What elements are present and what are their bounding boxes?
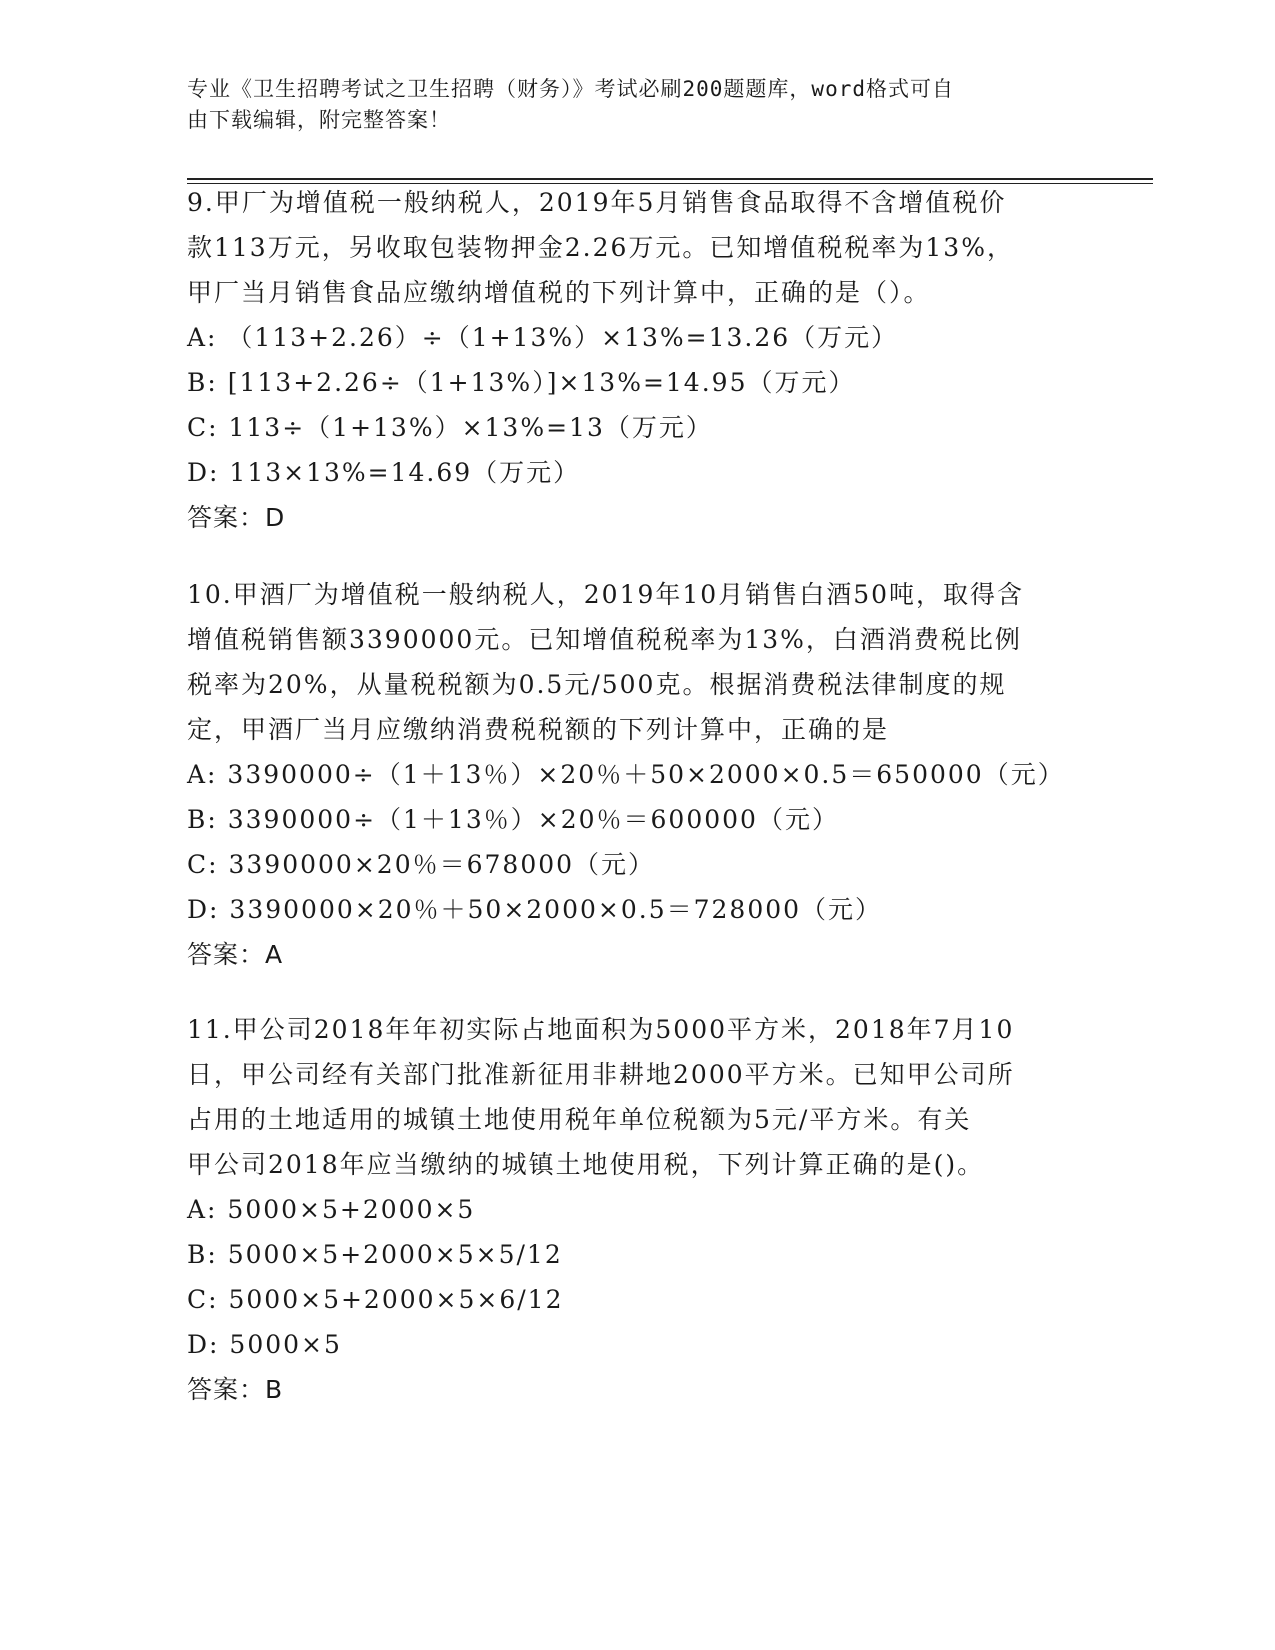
option-b: B: 5000×5+2000×5×5/12	[187, 1240, 563, 1269]
option-b: B: [113+2.26÷（1+13%）]×13%=14.95（万元）	[187, 368, 856, 397]
option-a: A: （113+2.26）÷（1+13%）×13%=13.26（万元）	[187, 323, 899, 352]
option-c: C: 5000×5+2000×5×6/12	[187, 1285, 564, 1314]
stem-line: 占用的土地适用的城镇土地使用税年单位税额为5元/平方米。有关	[187, 1105, 972, 1134]
header-line: 专业《卫生招聘考试之卫生招聘（财务）》考试必刷200题题库，word格式可自	[187, 77, 954, 101]
stem-line: 10.甲酒厂为增值税一般纳税人，2019年10月销售白酒50吨，取得含	[187, 580, 1025, 609]
question-9	[187, 180, 1087, 540]
stem-line: 甲厂当月销售食品应缴纳增值税的下列计算中，正确的是（）。	[187, 278, 931, 307]
answer: 答案：D	[187, 503, 286, 532]
document-header	[187, 74, 1087, 136]
answer: 答案：B	[187, 1375, 284, 1404]
option-c: C: 3390000×20％＝678000（元）	[187, 850, 656, 879]
option-c: C: 113÷（1+13%）×13%=13（万元）	[187, 413, 713, 442]
question-stem	[187, 180, 1087, 315]
stem-line: 增值税销售额3390000元。已知增值税税率为13%，白酒消费税比例	[187, 625, 1022, 654]
header-line: 由下载编辑，附完整答案！	[187, 108, 451, 132]
option-a: A: 5000×5+2000×5	[187, 1195, 476, 1224]
stem-line: 9.甲厂为增值税一般纳税人，2019年5月销售食品取得不含增值税价	[187, 188, 1007, 217]
stem-line: 款113万元，另收取包装物押金2.26万元。已知增值税税率为13%，	[187, 233, 1014, 262]
question-10	[187, 572, 1087, 977]
stem-line: 日，甲公司经有关部门批准新征用非耕地2000平方米。已知甲公司所	[187, 1060, 1015, 1089]
option-a: A: 3390000÷（1＋13％）×20％＋50×2000×0.5＝650000（元）	[187, 760, 1065, 789]
stem-line: 11.甲公司2018年年初实际占地面积为5000平方米，2018年7月10	[187, 1015, 1015, 1044]
option-d: D: 5000×5	[187, 1330, 342, 1359]
stem-line: 甲公司2018年应当缴纳的城镇土地使用税，下列计算正确的是()。	[187, 1150, 985, 1179]
stem-line: 定，甲酒厂当月应缴纳消费税税额的下列计算中，正确的是	[187, 715, 890, 744]
stem-line: 税率为20%，从量税税额为0.5元/500克。根据消费税法律制度的规	[187, 670, 1007, 699]
option-d: D: 3390000×20％＋50×2000×0.5＝728000（元）	[187, 895, 883, 924]
question-11	[187, 1007, 1087, 1412]
option-b: B: 3390000÷（1＋13％）×20％＝600000（元）	[187, 805, 839, 834]
option-d: D: 113×13%=14.69（万元）	[187, 458, 581, 487]
question-stem	[187, 1007, 1087, 1187]
answer: 答案：A	[187, 940, 284, 969]
question-stem	[187, 572, 1087, 752]
